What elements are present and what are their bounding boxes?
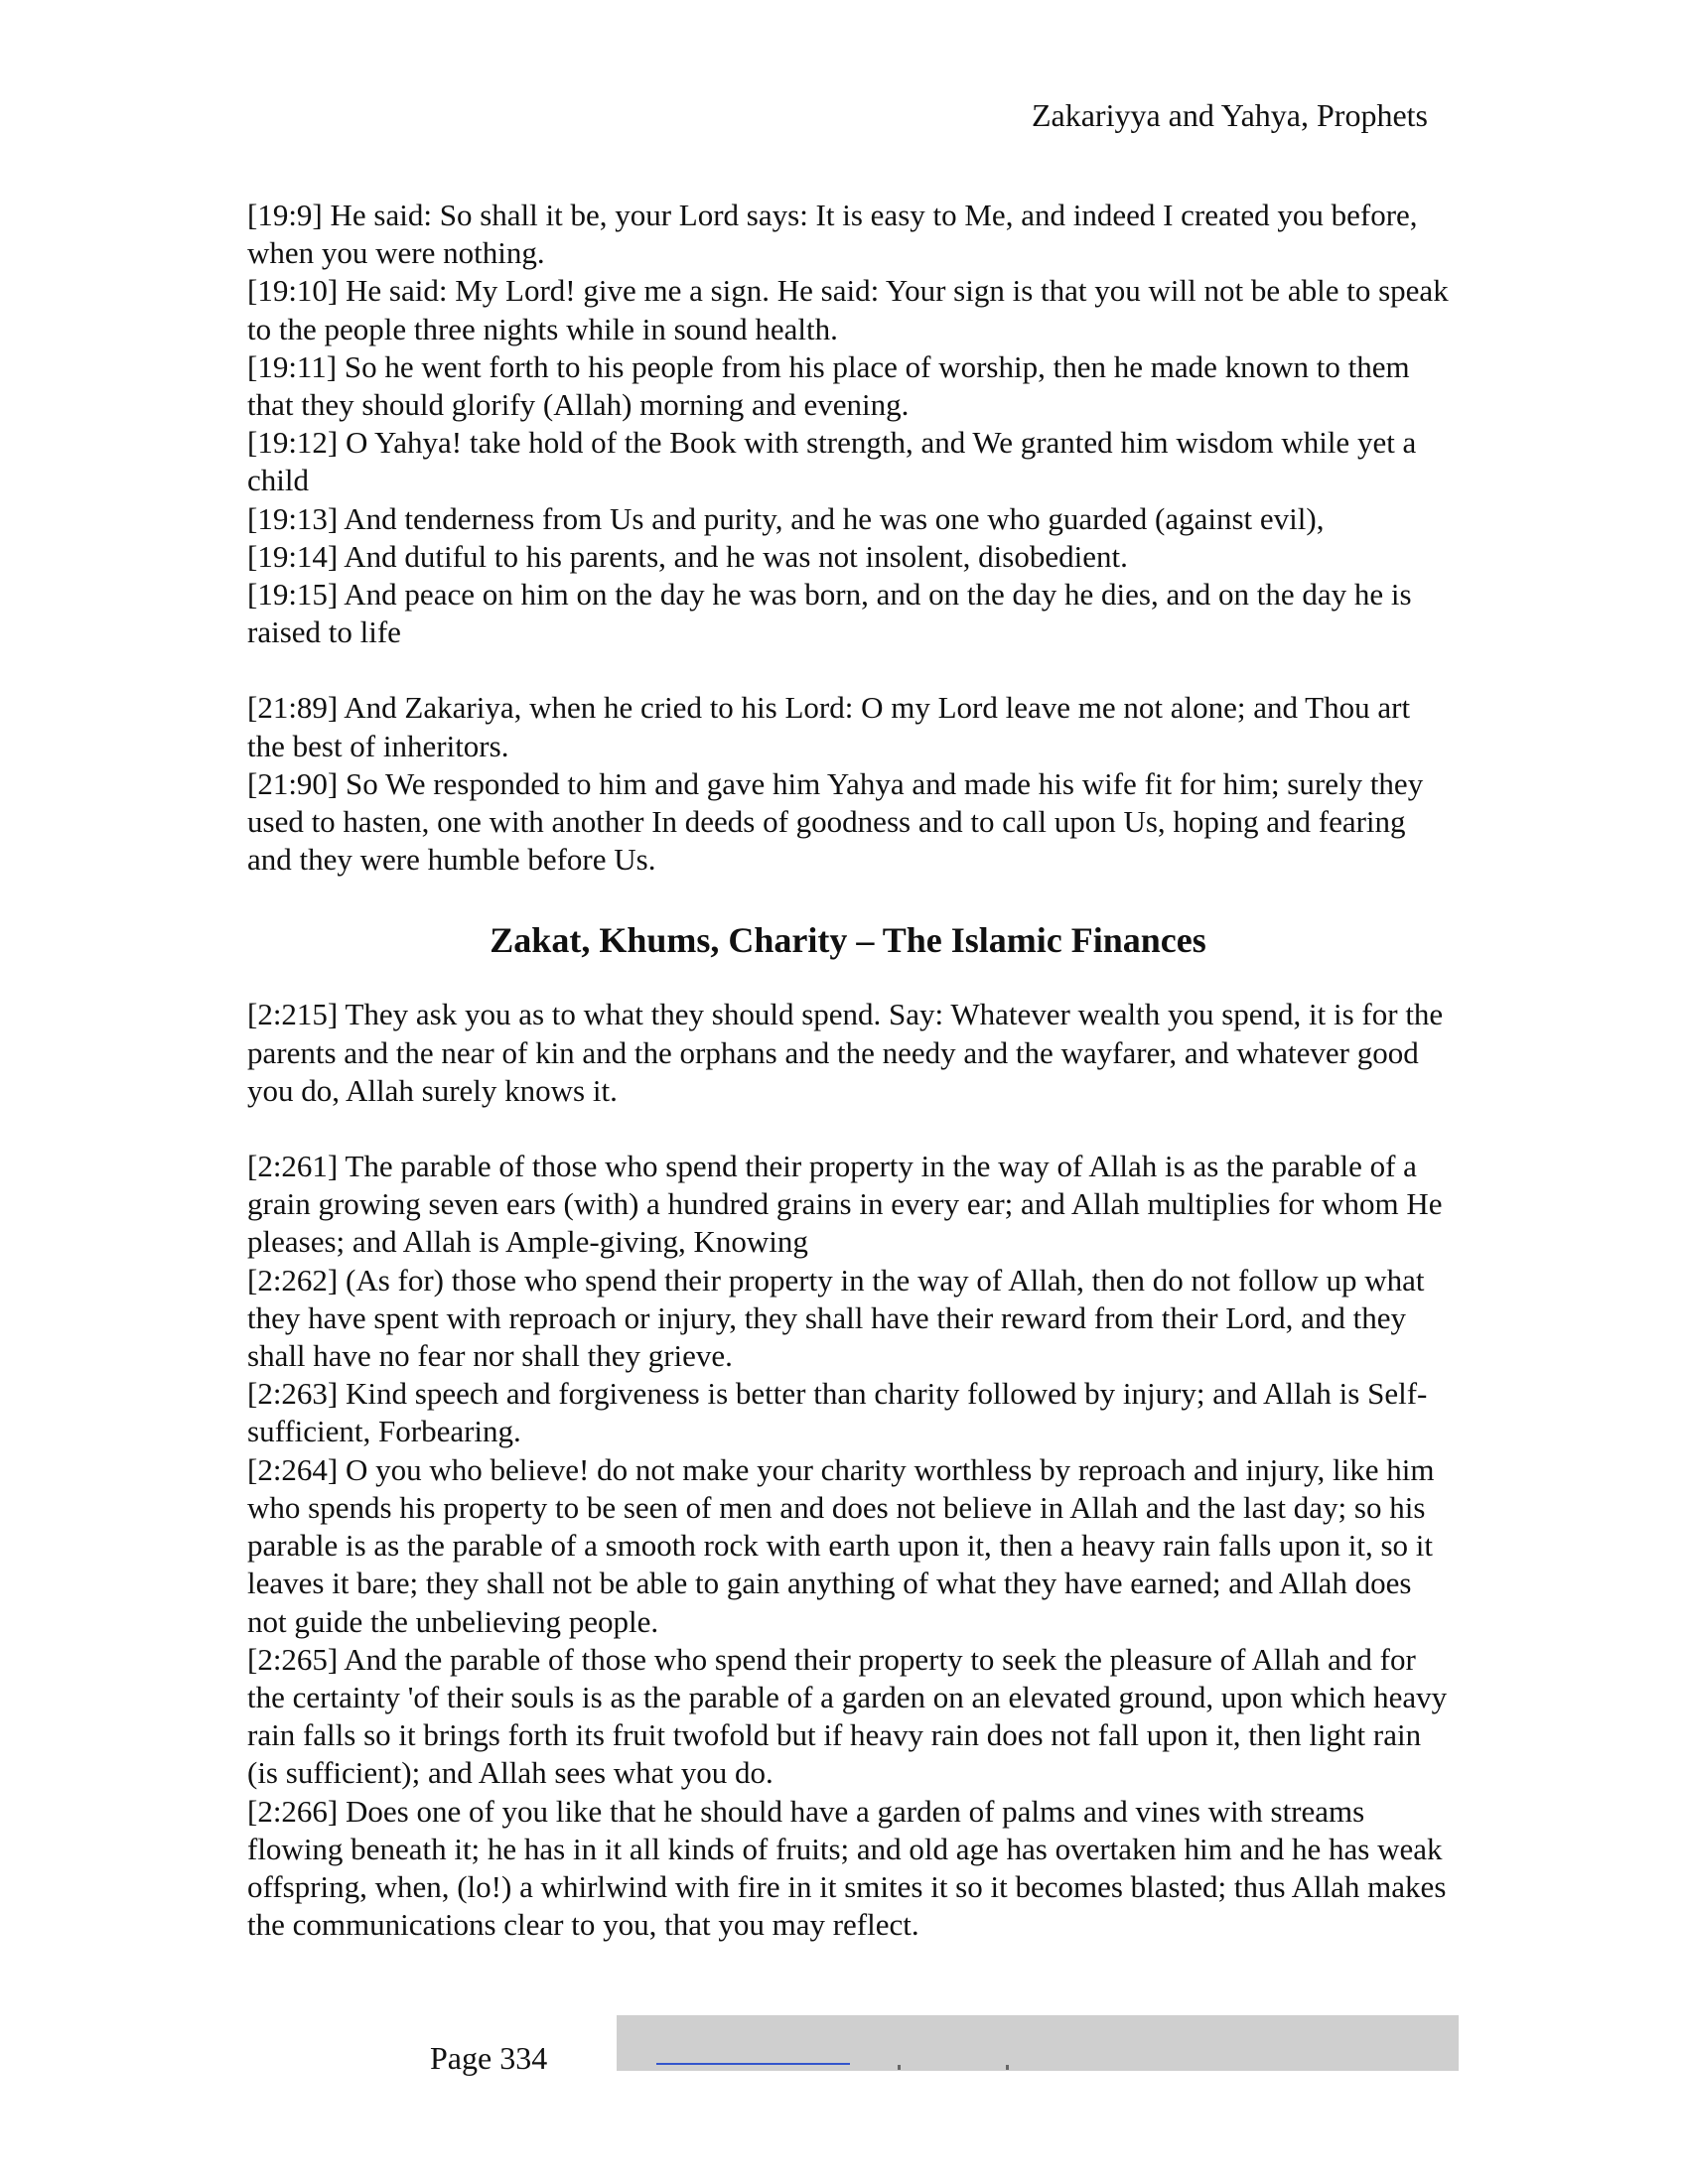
- verse-block: [247, 689, 1449, 879]
- verse: [19:13] And tenderness from Us and purity, and he was one who guarded (against evil),: [247, 500, 1325, 536]
- verse-block: [247, 996, 1449, 1110]
- section-title: Zakat, Khums, Charity – The Islamic Finances: [490, 920, 1206, 961]
- verse: [2:264] O you who believe! do not make your charity worthless by reproach and injury, like him who spends his property to be seen of men and does not believe in Allah and the last day; so his parable is as the parable of a smooth rock with earth upon it, then a heavy rain falls upon it, so it leaves it bare; they shall not be able to gain anything of what they have earned; and Allah does not guide the unbelieving people.: [247, 1451, 1435, 1639]
- verse: [2:261] The parable of those who spend their property in the way of Allah is as the parable of a grain growing seven ears (with) a hundred grains in every ear; and Allah multiplies for whom He pleases; and Allah is Ample-giving, Knowing: [247, 1149, 1443, 1260]
- footer-link-underline[interactable]: [656, 2063, 850, 2065]
- verse: [2:262] (As for) those who spend their property in the way of Allah, then do not follow up what they have spent with reproach or injury, they shall have their reward from their Lord, and they shall have no fear nor shall they grieve.: [247, 1262, 1425, 1374]
- verse: [2:265] And the parable of those who spend their property to seek the pleasure of Allah and for the certainty 'of their souls is as the parable of a garden on an elevated ground, upon which heavy rain falls so it brings forth its fruit twofold but if heavy rain does not fall upon it, then light rain (is sufficient); and Allah sees what you do.: [247, 1641, 1448, 1791]
- footer-mark: [1006, 2065, 1009, 2070]
- page-content: [247, 197, 1449, 1944]
- verse: [2:215] They ask you as to what they should spend. Say: Whatever wealth you spend, it is for the parents and the near of kin and the orphans and the needy and the wayfarer, and whatever good you do, Allah surely knows it.: [247, 997, 1444, 1108]
- footer-band: [617, 2015, 1459, 2071]
- verse: [19:10] He said: My Lord! give me a sign. He said: Your sign is that you will not be able to speak to the people three nights while in sound health.: [247, 273, 1449, 346]
- verse: [19:14] And dutiful to his parents, and he was not insolent, disobedient.: [247, 538, 1128, 574]
- verse: [19:15] And peace on him on the day he was born, and on the day he dies, and on the day he is raised to life: [247, 577, 1412, 650]
- verse: [19:11] So he went forth to his people from his place of worship, then he made known to them that they should glorify (Allah) morning and evening.: [247, 348, 1410, 423]
- verse: [19:12] O Yahya! take hold of the Book with strength, and We granted him wisdom while yet a child: [247, 425, 1417, 498]
- verses-after: [247, 996, 1449, 1944]
- verse: [19:9] He said: So shall it be, your Lord says: It is easy to Me, and indeed I created you before, when you were nothing.: [247, 198, 1418, 271]
- verse: [2:263] Kind speech and forgiveness is better than charity followed by injury; and Allah is Self-sufficient, Forbearing.: [247, 1376, 1428, 1449]
- running-header: Zakariyya and Yahya, Prophets: [1031, 97, 1428, 133]
- verse-block: [247, 1148, 1449, 1944]
- footer-mark: [898, 2065, 901, 2070]
- verses-before: [247, 197, 1449, 879]
- page-number: Page 334: [430, 2040, 548, 2076]
- verse: [2:266] Does one of you like that he should have a garden of palms and vines with streams flowing beneath it; he has in it all kinds of fruits; and old age has overtaken him and he has weak offspring, when, (lo!) a whirlwind with fire in it smites it so it becomes blasted; thus Allah makes the communications clear to you, that you may reflect.: [247, 1793, 1447, 1943]
- verse: [21:89] And Zakariya, when he cried to his Lord: O my Lord leave me not alone; and Thou art the best of inheritors.: [247, 690, 1411, 763]
- verse: [21:90] So We responded to him and gave him Yahya and made his wife fit for him; surely they used to hasten, one with another In deeds of goodness and to call upon Us, hoping and fearing and they were humble before Us.: [247, 765, 1424, 878]
- verse-block: [247, 197, 1449, 651]
